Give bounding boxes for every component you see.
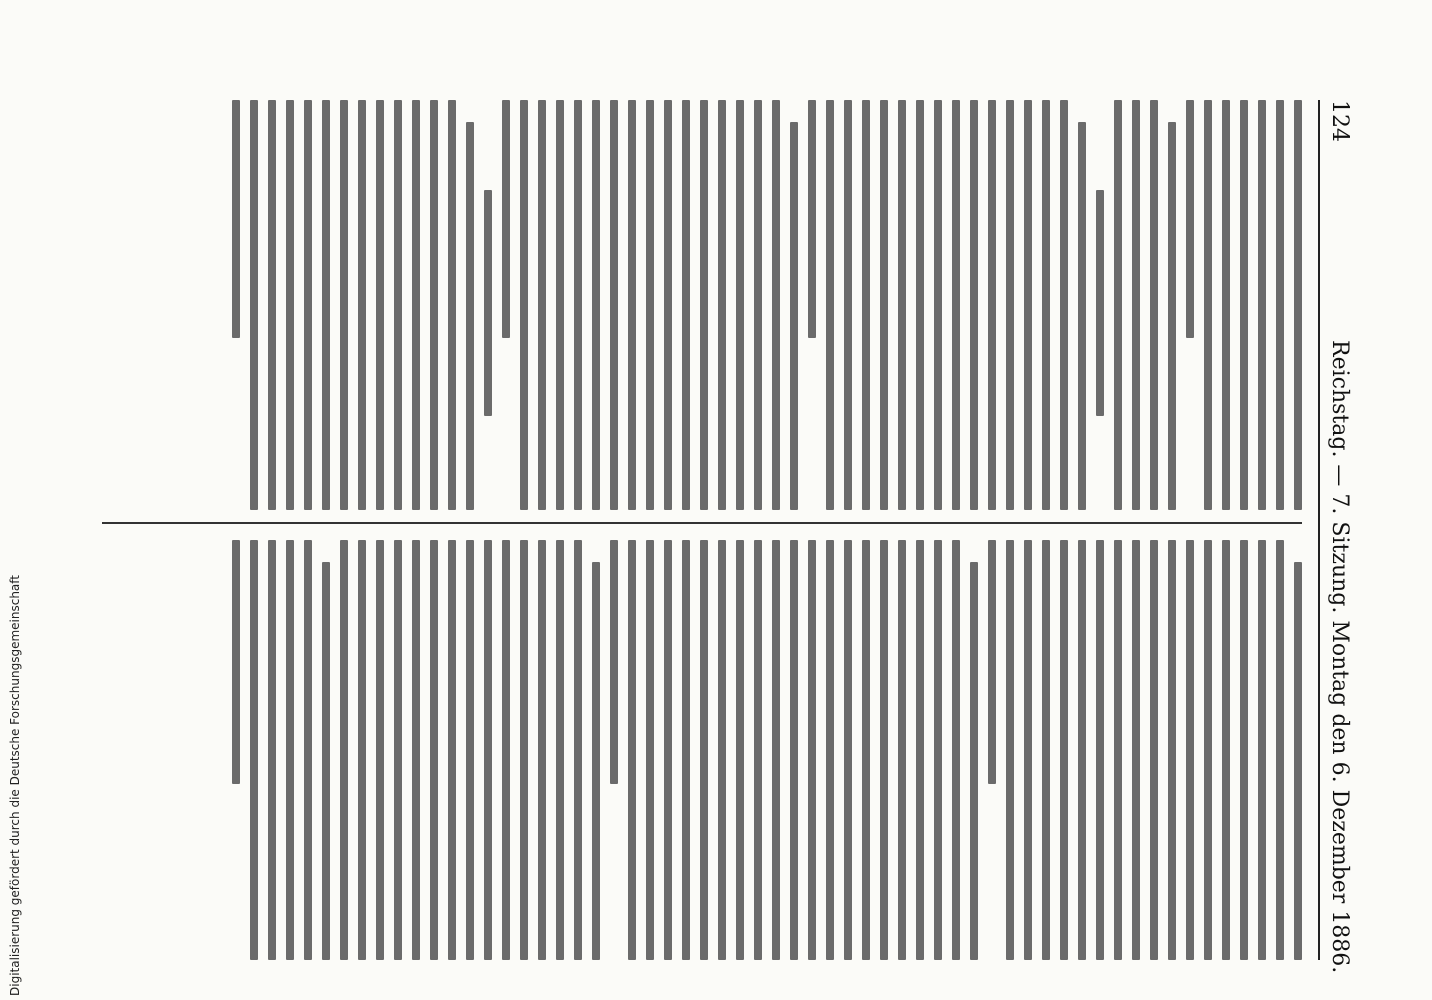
text-line-placeholder [1078, 540, 1086, 960]
text-line-placeholder [394, 100, 402, 510]
text-line-placeholder [340, 100, 348, 510]
text-line-placeholder [862, 100, 870, 510]
text-line-placeholder [754, 100, 762, 510]
text-line-placeholder [700, 100, 708, 510]
text-line-placeholder [268, 100, 276, 510]
text-line-placeholder [916, 100, 924, 510]
text-line-placeholder [970, 562, 978, 960]
text-line-placeholder [862, 540, 870, 960]
text-line-placeholder [1006, 100, 1014, 510]
text-line-placeholder [1258, 100, 1266, 510]
text-line-placeholder [1294, 100, 1302, 510]
text-line-placeholder [1096, 540, 1104, 960]
text-line-placeholder [736, 100, 744, 510]
text-line-placeholder [1276, 100, 1284, 510]
text-line-placeholder [970, 100, 978, 510]
text-line-placeholder [430, 540, 438, 960]
text-line-placeholder [430, 100, 438, 510]
text-line-placeholder [1222, 100, 1230, 510]
text-line-placeholder [412, 540, 420, 960]
text-line-placeholder [646, 540, 654, 960]
text-line-placeholder [304, 540, 312, 960]
text-line-placeholder [1042, 540, 1050, 960]
text-line-placeholder [880, 100, 888, 510]
running-head [1318, 100, 1354, 974]
text-line-placeholder [898, 540, 906, 960]
text-line-placeholder [466, 540, 474, 960]
right-text-column [102, 540, 1302, 960]
text-line-placeholder [1114, 540, 1122, 960]
text-line-placeholder [736, 540, 744, 960]
text-line-placeholder [718, 540, 726, 960]
text-line-placeholder [826, 540, 834, 960]
text-line-placeholder [376, 540, 384, 960]
text-line-placeholder [1132, 540, 1140, 960]
text-line-placeholder [916, 540, 924, 960]
column-divider [102, 522, 1302, 524]
text-line-placeholder [1258, 540, 1266, 960]
text-line-placeholder [1042, 100, 1050, 510]
text-line-placeholder [808, 100, 816, 338]
text-line-placeholder [952, 540, 960, 960]
text-line-placeholder [520, 100, 528, 510]
text-line-placeholder [1204, 100, 1212, 510]
text-line-placeholder [610, 540, 618, 784]
text-line-placeholder [1006, 540, 1014, 960]
text-line-placeholder [1186, 540, 1194, 960]
text-line-placeholder [502, 100, 510, 338]
text-line-placeholder [790, 540, 798, 960]
text-line-placeholder [268, 540, 276, 960]
text-line-placeholder [340, 540, 348, 960]
text-line-placeholder [502, 540, 510, 960]
text-line-placeholder [1096, 190, 1104, 416]
text-line-placeholder [682, 100, 690, 510]
text-line-placeholder [952, 100, 960, 510]
text-line-placeholder [844, 100, 852, 510]
text-line-placeholder [1024, 100, 1032, 510]
text-line-placeholder [718, 100, 726, 510]
left-text-column [102, 100, 1302, 510]
text-line-placeholder [682, 540, 690, 960]
text-line-placeholder [988, 100, 996, 510]
text-line-placeholder [592, 100, 600, 510]
text-line-placeholder [1240, 100, 1248, 510]
text-line-placeholder [1276, 540, 1284, 960]
text-line-placeholder [304, 100, 312, 510]
text-line-placeholder [448, 100, 456, 510]
text-line-placeholder [232, 100, 240, 338]
text-line-placeholder [826, 100, 834, 510]
text-line-placeholder [700, 540, 708, 960]
text-line-placeholder [556, 100, 564, 510]
text-line-placeholder [664, 100, 672, 510]
text-line-placeholder [574, 100, 582, 510]
text-line-placeholder [1222, 540, 1230, 960]
text-line-placeholder [808, 540, 816, 960]
text-line-placeholder [1168, 540, 1176, 960]
text-line-placeholder [1132, 100, 1140, 510]
text-line-placeholder [628, 100, 636, 510]
text-line-placeholder [1150, 100, 1158, 510]
text-line-placeholder [844, 540, 852, 960]
text-line-placeholder [628, 540, 636, 960]
text-line-placeholder [538, 540, 546, 960]
text-line-placeholder [574, 540, 582, 960]
text-line-placeholder [1060, 540, 1068, 960]
text-line-placeholder [484, 540, 492, 960]
text-line-placeholder [934, 100, 942, 510]
text-line-placeholder [754, 540, 762, 960]
text-line-placeholder [1024, 540, 1032, 960]
text-line-placeholder [556, 540, 564, 960]
text-line-placeholder [1294, 562, 1302, 960]
text-line-placeholder [1060, 100, 1068, 510]
text-line-placeholder [1078, 122, 1086, 510]
text-line-placeholder [772, 540, 780, 960]
text-line-placeholder [250, 100, 258, 510]
text-line-placeholder [358, 100, 366, 510]
text-line-placeholder [790, 122, 798, 510]
text-line-placeholder [988, 540, 996, 784]
text-line-placeholder [484, 190, 492, 416]
digitization-credit-text: Digitalisierung gefördert durch die Deutsche Forschungsgemeinschaft [8, 574, 22, 996]
text-line-placeholder [286, 100, 294, 510]
text-line-placeholder [448, 540, 456, 960]
text-line-placeholder [1168, 122, 1176, 510]
text-line-placeholder [322, 562, 330, 960]
digitization-credit [4, 574, 26, 996]
text-line-placeholder [898, 100, 906, 510]
text-line-placeholder [376, 100, 384, 510]
text-line-placeholder [412, 100, 420, 510]
text-line-placeholder [1186, 100, 1194, 338]
text-line-placeholder [1114, 100, 1122, 510]
text-line-placeholder [250, 540, 258, 960]
text-line-placeholder [1240, 540, 1248, 960]
text-line-placeholder [286, 540, 294, 960]
text-line-placeholder [880, 540, 888, 960]
page-number: 124 [1327, 100, 1352, 142]
text-line-placeholder [610, 100, 618, 510]
page-header-title: Reichstag. — 7. Sitzung. Montag den 6. Dezember 1886. [1327, 340, 1352, 974]
text-line-placeholder [538, 100, 546, 510]
text-line-placeholder [394, 540, 402, 960]
text-line-placeholder [592, 562, 600, 960]
text-line-placeholder [466, 122, 474, 510]
text-line-placeholder [772, 100, 780, 510]
text-line-placeholder [934, 540, 942, 960]
text-line-placeholder [322, 100, 330, 510]
text-line-placeholder [232, 540, 240, 784]
text-line-placeholder [358, 540, 366, 960]
text-line-placeholder [646, 100, 654, 510]
text-line-placeholder [1204, 540, 1212, 960]
text-line-placeholder [520, 540, 528, 960]
text-line-placeholder [1150, 540, 1158, 960]
text-line-placeholder [664, 540, 672, 960]
